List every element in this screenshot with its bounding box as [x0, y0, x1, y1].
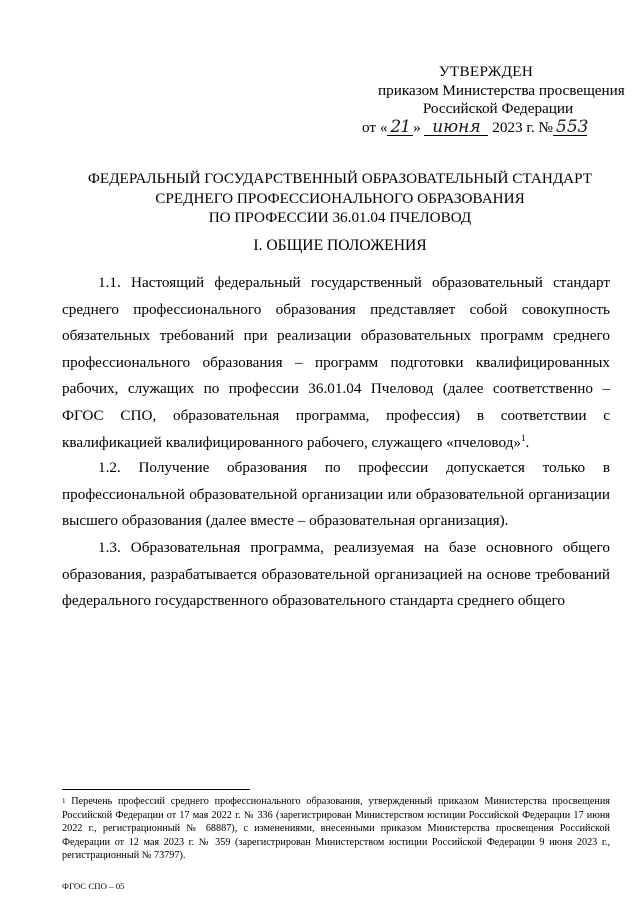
- footnote-reference: 1: [520, 432, 526, 443]
- date-year: 2023 г. №: [492, 118, 554, 136]
- date-prefix: от «: [362, 118, 388, 136]
- footer-code: ФГОС СПО – 05: [62, 881, 125, 891]
- paragraph-1-1-text: 1.1. Настоящий федеральный государственный образовательный стандарт среднего профессионального образования представляет собой совокупность обязательных требований при реализации образовательных программ среднего профессионального образования – программ подготовки квалифицированных рабочих, служащих по профессии 36.01.04 Пчеловод (далее соответственно – ФГОС СПО, образовательная программа, профессия) в соответствии с квалификацией квалифицированного рабочего, служащего «пчеловод»: [62, 274, 610, 451]
- paragraph-1-1: [62, 270, 610, 456]
- footnote: [62, 795, 610, 863]
- section-title: I. ОБЩИЕ ПОЛОЖЕНИЯ: [253, 237, 427, 254]
- paragraph-1-2: 1.2. Получение образования по профессии допускается только в профессиональной образовательной организации или образовательной организации высшего образования (далее вместе – образовательная организация).: [62, 459, 610, 530]
- approval-title: УТВЕРЖДЕН: [438, 63, 534, 80]
- footnote-separator: [62, 789, 250, 790]
- standard-title: [40, 169, 640, 228]
- handwritten-order-number: 553: [553, 119, 587, 136]
- approval-block: [340, 63, 625, 137]
- approval-date-line: [340, 116, 620, 138]
- footnote-text: Перечень профессий среднего профессионального образования, утвержденный приказом Министерства просвещения Российской Федерации от 17 мая 2022 г. № 336 (зарегистрирован Министерством юстиции Российской Федерации 17 июня 2022 г., регистрационный № 68887), с изменениями, внесенными приказом Министерства просвещения Российской Федерации от 12 мая 2023 г. № 359 (зарегистрирован Министерством юстиции Российской Федерации 9 июня 2023 г., регистрационный № 73797).: [62, 796, 610, 862]
- footnote-mark: 1: [62, 797, 66, 805]
- paragraph-1-3: 1.3. Образовательная программа, реализуемая на базе основного общего образования, разрабатывается образовательной организацией на основе требований федерального государственного образовательного стандарта среднего общего: [62, 539, 610, 610]
- paragraph-1-1-end: .: [525, 433, 530, 451]
- standard-title-line-3: ПО ПРОФЕССИИ 36.01.04 ПЧЕЛОВОД: [208, 209, 472, 226]
- handwritten-month: июня: [424, 119, 488, 136]
- standard-title-line-2: СРЕДНЕГО ПРОФЕССИОНАЛЬНОГО ОБРАЗОВАНИЯ: [155, 189, 525, 207]
- handwritten-day: 21: [387, 119, 413, 136]
- approval-country-line: Российской Федерации: [422, 100, 574, 117]
- date-mid: »: [413, 118, 421, 136]
- approval-order-line: приказом Министерства просвещения: [378, 81, 625, 99]
- standard-title-line-1: ФЕДЕРАЛЬНЫЙ ГОСУДАРСТВЕННЫЙ ОБРАЗОВАТЕЛЬНЫЙ СТАНДАРТ: [87, 170, 593, 187]
